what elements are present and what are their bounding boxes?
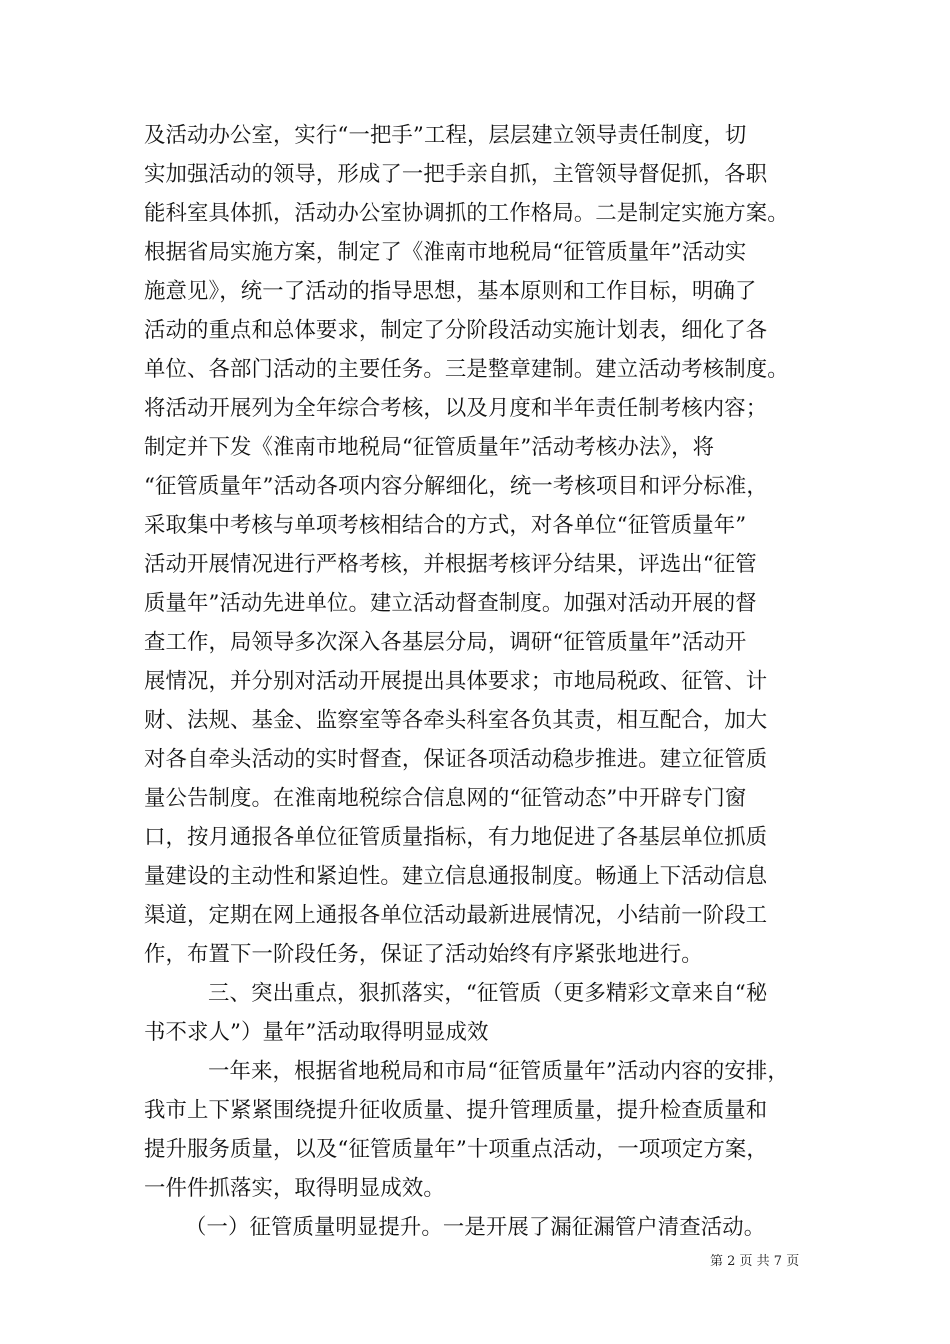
- section-heading-line: 书不求人”）量年”活动取得明显成效: [144, 1020, 489, 1045]
- body-line: 我市上下紧紧围绕提升征收质量、提升管理质量，提升检查质量和: [144, 1098, 768, 1123]
- body-line: 实加强活动的领导，形成了一把手亲自抓，主管领导督促抓，各职: [144, 162, 768, 187]
- body-line: 财、法规、基金、监察室等各牵头科室各负其责，相互配合，加大: [144, 708, 768, 733]
- body-line: 能科室具体抓，活动办公室协调抓的工作格局。二是制定实施方案。: [144, 201, 789, 226]
- body-line: 一件件抓落实，取得明显成效。: [144, 1176, 445, 1201]
- body-line: 展情况，并分别对活动开展提出具体要求；市地局税政、征管、计: [144, 669, 768, 694]
- subsection-line: （一）征管质量明显提升。一是开展了漏征漏管户清查活动。: [185, 1215, 766, 1240]
- body-line: 将活动开展列为全年综合考核，以及月度和半年责任制考核内容；: [144, 396, 768, 421]
- body-line: 根据省局实施方案，制定了《淮南市地税局“征管质量年”活动实: [144, 240, 747, 265]
- body-line: 查工作，局领导多次深入各基层分局，调研“征管质量年”活动开: [144, 630, 747, 655]
- body-line: 活动的重点和总体要求，制定了分阶段活动实施计划表，细化了各: [144, 318, 768, 343]
- body-line: 施意见》，统一了活动的指导思想，基本原则和工作目标，明确了: [144, 279, 757, 304]
- body-line: 采取集中考核与单项考核相结合的方式，对各单位“征管质量年”: [144, 513, 747, 538]
- body-line: 及活动办公室，实行“一把手”工程，层层建立领导责任制度，切: [144, 123, 747, 148]
- body-line: 作，布置下一阶段任务，保证了活动始终有序紧张地进行。: [144, 942, 703, 967]
- body-line: 提升服务质量，以及“征管质量年”十项重点活动，一项项定方案，: [144, 1137, 768, 1162]
- body-line: 单位、各部门活动的主要任务。三是整章建制。建立活动考核制度。: [144, 357, 789, 382]
- body-line: 质量年”活动先进单位。建立活动督查制度。加强对活动开展的督: [144, 591, 757, 616]
- body-line: “征管质量年”活动各项内容分解细化，统一考核项目和评分标准，: [144, 474, 768, 499]
- body-line: 渠道，定期在网上通报各单位活动最新进展情况，小结前一阶段工: [144, 903, 768, 928]
- document-body: [144, 116, 814, 1247]
- body-line: 量公告制度。在淮南地税综合信息网的“征管动态”中开辟专门窗: [144, 786, 747, 811]
- body-line: 量建设的主动性和紧迫性。建立信息通报制度。畅通上下活动信息: [144, 864, 768, 889]
- body-line: 活动开展情况进行严格考核，并根据考核评分结果，评选出“征管: [144, 552, 757, 577]
- page-number: 第 2 页 共 7 页: [710, 1254, 800, 1269]
- body-line: 对各自牵头活动的实时督查，保证各项活动稳步推进。建立征管质: [144, 747, 768, 772]
- section-heading-line: 三、突出重点，狠抓落实，“征管质（更多精彩文章来自“秘: [208, 981, 768, 1006]
- body-line: 口，按月通报各单位征管质量指标，有力地促进了各基层单位抓质: [144, 825, 768, 850]
- body-line: 一年来，根据省地税局和市局“征管质量年”活动内容的安排，: [208, 1059, 789, 1084]
- body-line: 制定并下发《淮南市地税局“征管质量年”活动考核办法》，将: [144, 435, 715, 460]
